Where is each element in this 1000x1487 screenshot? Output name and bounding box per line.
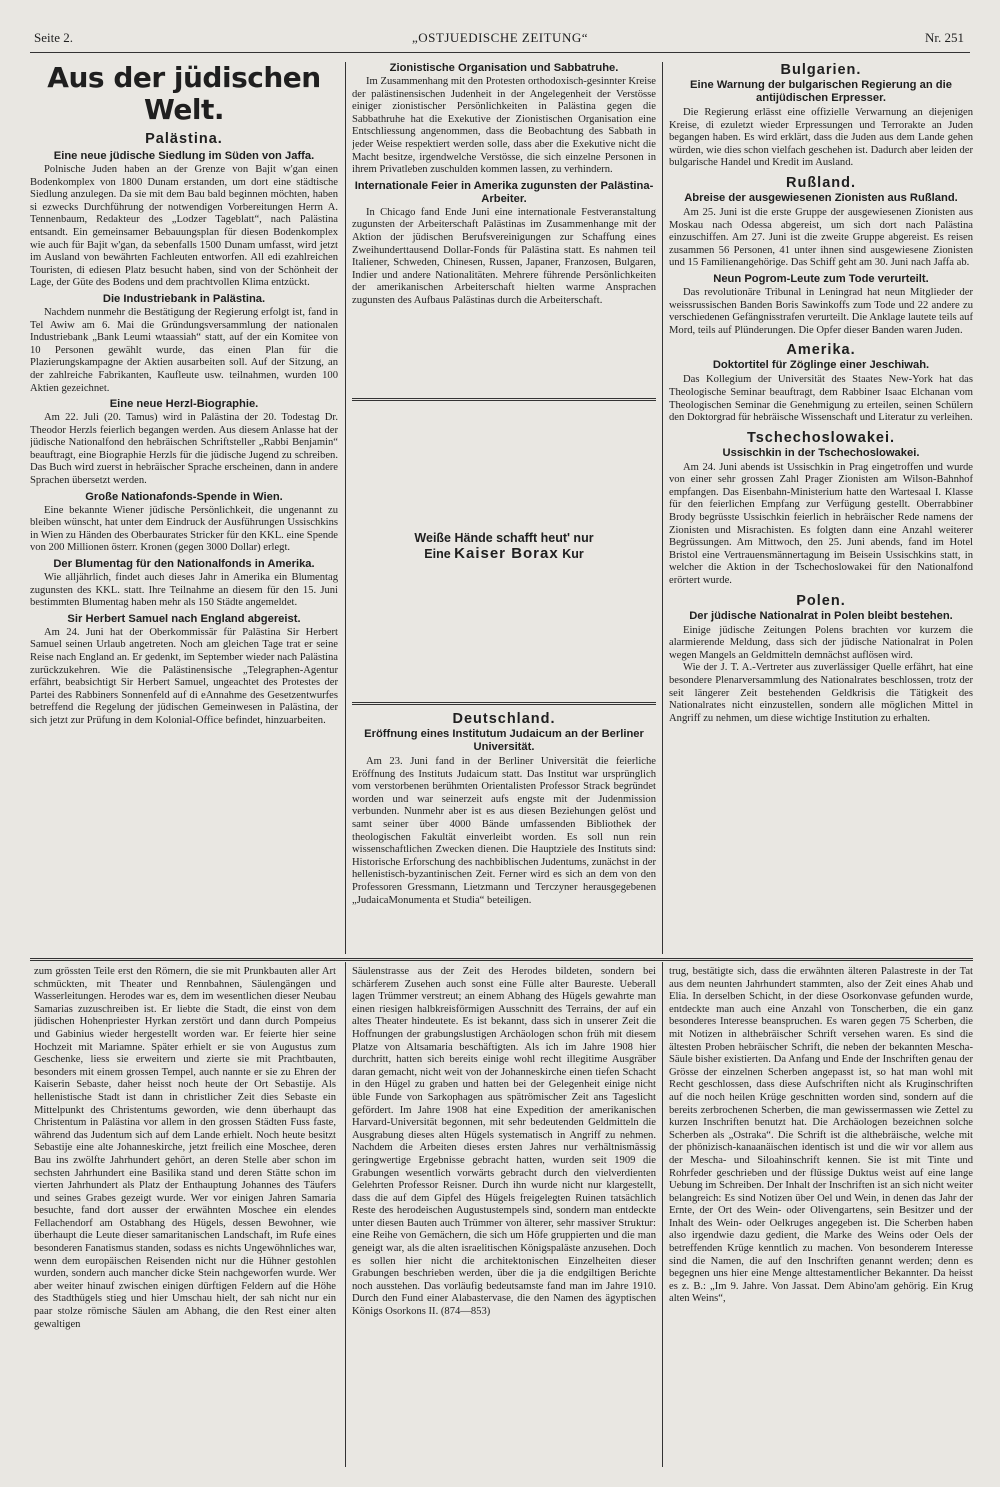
article-title: Ussischkin in der Tschechoslowakei. — [722, 446, 920, 459]
column-palestine — [30, 62, 338, 952]
article-title: Zionistische Organisation und Sabbatruhe. — [389, 62, 619, 74]
feuilleton-column-1 — [34, 966, 336, 1466]
section-heading: Polen. — [796, 592, 846, 609]
header-rule — [30, 52, 970, 53]
issue-number: Nr. 251 — [925, 30, 964, 45]
article-text: Am 24. Juni abends ist Ussischkin in Prag eingetroffen und wurde von einer sehr grossen Zahl Prager Zionisten am Wilson-Bahnhof empfangen. Das Eisenbahn-Ministerium hatte den Wartesaal I. Klasse für den feierlichen Empfang zur Verfügung gestellt. Oberrabbiner Brody begrüsste Ussischkin feierlich in hebräischer Rede namens der Zionisten und Misrachisten. Es folgten dann eine Anzahl weiterer Begrüssungen. Am Mittwoch, den 25. Juni abends, fand im Hotel Bristol eine Vertrauensmännertagung im Beisein Ussischkins statt, in welcher die Aktion in der Tschechoslowakei für den Nationalfond erörtert wurde. — [669, 461, 973, 587]
section-heading: Bulgarien. — [780, 62, 862, 78]
article-text: Polnische Juden haben an der Grenze von Bajit w'gan einen Bodenkomplex von 1800 Dunam erstanden, um dort eine städtische Siedlung anzulegen. Da sie mit dem Bau bald beginnen möchten, haben si ezwecks Durchführung der notwendigen Vorbereitungen Herrn A. Tennenbaum, Redakteur des „Lodzer Tageblatt“, nach Palästina entsandt. Ein gemeinsamer Bebauungsplan für diesen Bodenkomplex wie auch für Bajit w'gan, da sebenfalls 1500 Dunam umfasst, wird jetzt im Ausland von bewährten Fachleuten entworfen. All edi ezahlreichen Touristen, di ediesen Platz besucht haben, sind von der Schönheit der Lage, der Güte des Bodens und dem prachtvollen Klima entzückt. — [30, 164, 338, 289]
ad-text: Kur — [562, 547, 584, 561]
article-title: Abreise der ausgewiesenen Zionisten aus Rußland. — [684, 191, 958, 204]
feuilleton-column-3 — [669, 966, 973, 1466]
feuilleton-rule — [30, 958, 973, 961]
article-title: Sir Herbert Samuel nach England abgereist. — [67, 612, 301, 625]
section-heading: Tschechoslowakei. — [746, 429, 896, 446]
article-title: Eine Warnung der bulgarischen Regierung an die antijüdischen Erpresser. — [690, 79, 952, 104]
ad-brand: Kaiser Borax — [454, 545, 559, 562]
feuilleton-text: Säulenstrasse aus der Zeit des Herodes bildeten, sondern bei schärferem Zusehen auch sonst eine Fülle alter Baureste. Ueberall lagen Trümmer verstreut; an einem Abhang des Hügels gewahrte man einen riesigen halbkreisförmigen Ausschnitt des Terrains, der auf ein altes Theater hindeutete. Es ist bekannt, dass sich in unserer Zeit die Hoffnungen der grabungslustigen Archäologen schon früh mit diesem Platze von Altsamaria beschäftigten. Als ich im Jahre 1908 hier durchritt, hatten sich bereits einige wohl recht illegitime Ausgräber daran gemacht, nicht weit von der Johanneskirche einen tiefen Schacht in den Hügel zu graben und hatten bei der Gelegenheit einige nicht üble Funde von Sarkophagen aus spätrömischer Zeit ans Tageslicht gefördert. Im Jahre 1908 hat eine Expedition der amerikanischen Harvard-Universität begonnen, mit sehr bedeutenden Geldmitteln die Ausgrabung dieses alten Hügels systematisch in Angriff zu nehmen. Nachdem die Arbeiten dieses ersten Jahres nur verhältnismässig geringwertige Ergebnisse gebracht hatten, wurden seit 1909 die Grabungen wesentlich vorwärts gebracht durch den vielverdienten Gelehrten Professor Reisner. Durch ihn wurde nicht nur klargestellt, dass die auf dem Gipfel des Hügels freigelegten Ruinen tatsächlich Reste des herodeischen Augustustempels sind, sondern man entdeckte unter diesen Bauten auch Trümmer von älterer, sehr massiver Struktur: eine Reihe von Gemächern, die sich um Höfe gruppierten und die man geneigt war, als die alten israelitischen Königspaläste anzusehen. Doch es sollen hier nicht die architektonischen Einzelheiten dieser Grabungen beschrieben werden, über die ja die endgiltigen Berichte noch ausstehen. Das vorläufig bedeutsamste fand man im Jahre 1910. Durch den Fund einer Alabastervase, die den Namen des ägyptischen Königs Osorkons II. (874—853) — [352, 966, 656, 1318]
article-title: Eine neue jüdische Siedlung im Süden von Jaffa. — [53, 150, 315, 162]
article-title: Eine neue Herzl-Biographie. — [109, 398, 259, 411]
article-text: Am 23. Juni fand in der Berliner Universität die feierliche Eröffnung des Instituts Judaicum statt. Das Institut war ursprünglich vom verstorbenen berühmten Orientalisten Professor Strack begründet worden und war seinerzeit aufs engste mit der Judenmission verbunden. Nunmehr aber ist es aus diesen Beziehungen gelöst und samt seiner über 4000 Bände umfassenden Bibliothek der theologischen Fakultät einverleibt worden. Es soll nun rein wissenschaftlichen Zwecken dienen. Die Hauptziele des Instituts sind: Historische Erforschung des nachbiblischen Judentums, zunächst in der hellenistisch-byzantinischen Zeit. Ferner wird es sich an dem von den Professoren Gressmann, Lietzmann und Terczyner herausgegebenen „JudaicaMonumenta et Studia“ beteiligen. — [352, 756, 656, 906]
ad-rule-bottom — [352, 702, 656, 705]
article-text: Eine bekannte Wiener jüdische Persönlichkeit, die ungenannt zu bleiben wünscht, hat unter dem Eindruck der Ausführungen Ussischkins in Wien zu Händen des Oberbaurates Stricker für den KKL. eine Spende von 200 Millionen österr. Kronen (gegen 3000 Dollar) erlegt. — [30, 504, 338, 554]
column-zionism — [352, 62, 656, 394]
column-countries — [669, 62, 973, 952]
article-text: Nachdem nunmehr die Bestätigung der Regierung erfolgt ist, fand in Tel Awiw am 6. Mai die Gründungsversammlung der nationalen Industriebank „Bank Leumi wtaassiah“ statt, auf der ein Komitee von 10 Personen gewählt wurde, das einen Plan für die Plazierungskampagne der Aktien ausarbeiten soll. Auf der Sitzung, an der zahlreiche Fabrikanten, Kaufleute usw. teilnahmen, wurden 100 Aktien gezeichnet. — [30, 306, 338, 394]
column-germany — [352, 706, 656, 956]
feuilleton-text: trug, bestätigte sich, dass die erwähnten älteren Palastreste in der Tat aus dem neunten Jahrhundert stammten, also der Zeit eines Ahab und Elia. In derselben Schicht, in der diese Osorkonvase gefunden wurde, entdeckte man auch eine Anzahl von Tonscherben, die ein ganz besonderes Interesse beanspruchen. Es waren gegen 75 Scherben, die mit Notizen in althebräischer Schrift versehen waren. Es sind die ältesten Proben hebräischer Schrift, die neben der bekannten Mescha-Säule bisher existierten. Da Anfang und Ende der Inschriften genau der Grösse der einzelnen Scherben angepasst ist, so hat man wohl mit Recht geschlossen, dass diese Aufschriften nicht als Kruginschriften auf die noch heilen Krüge geschnitten worden sind, sondern auf die bereits zerbrochenen Scherben, die man gewissermassen wie Zettel zu kurzen Inschriften benutzt hat. Die Archäologen bezeichnen solche Scherben als „Ostraka“. Die Schrift ist die althebräische, welche mit der phönizisch-kanaanäischen identisch ist und die wir vor allem aus der Mescha- und Siloahinschrift kennen. Sie ist mit Tinte und Rohrfeder geschrieben und der flüssige Duktus weist auf eine lange Uebung im Schreiben. Der Inhalt der Inschriften ist an sich nicht weiter belangreich: Es sind Notizen über Oel und Wein, in denen das Jahr der Ernte, der Ort des Wein- oder Olivengartens, sein Besitzer und der Inhalt des Wein- oder Oelkruges angegeben ist. Die Scherben haben also irgendwie dazu gedient, die Marke des Weins oder Oels der betreffenden Krüge kenntlich zu machen. Von besonderem Interesse sind die Namen, die auf den Inschriften genannt werden; denn es begegnen uns hier eine Menge alttestamentlicher Bekannter. Da heisst es z. B.: „Im 9. Jahre. Von Jassat. Dem Abino'am gehörig. Ein Krug alten Weins“, — [669, 966, 973, 1305]
main-title: Aus der jüdischen Welt. — [47, 62, 321, 126]
advertisement — [352, 530, 656, 562]
article-title: Internationale Feier in Amerika zugunsten der Palästina-Arbeiter. — [354, 179, 654, 205]
article-title: Neun Pogrom-Leute zum Tode verurteilt. — [713, 272, 929, 285]
article-text: Einige jüdische Zeitungen Polens brachten vor kurzem die alarmierende Meldung, dass sich der jüdische Nationalrat in Polen wegen Mangels an Geldmitteln demnächst auflösen wird. — [669, 624, 973, 661]
section-heading: Rußland. — [785, 174, 857, 191]
article-text: Das revolutionäre Tribunal in Leningrad hat neun Mitglieder der weissrussischen Banden Boris Sawinkoffs zum Tode und 22 andere zu verschiedenen Gefängnisstrafen verurteilt. Die Anklage lautete teils auf Mord, teils auf Plünderungen. Die Opfer dieser Banden waren Juden. — [669, 286, 973, 336]
column-divider — [662, 62, 663, 954]
article-text: Wie der J. T. A.-Vertreter aus zuverlässiger Quelle erfährt, hat eine besondere Plenarversammlung des Nationalrates beschlossen, trotz der seit längerer Zeit bestehenden Geldkrisis die Tätigkeit des Nationalrates nicht einzustellen, sondern alle möglichen Mittel in Angriff zu nehmen, um diese wichtige Institution zu erhalten. — [669, 662, 973, 724]
page-number: Seite 2. — [34, 30, 73, 45]
section-heading: Deutschland. — [452, 711, 556, 727]
ad-line-2 — [352, 546, 656, 562]
feuilleton-column-2 — [352, 966, 656, 1466]
article-title: Der Blumentag für den Nationalfonds in Amerika. — [53, 558, 315, 571]
article-text: Am 22. Juli (20. Tamus) wird in Palästina der 20. Todestag Dr. Theodor Herzls feierlich begangen werden. Aus diesem Anlasse hat der jüdische Nationalfond den hebräischen Schriftsteller „Rabbi Benjamin“ beauftragt, eine Biographie Herzls für die jüdische Jugend zu schreiben. Das Buch wird zuerst in hebräischer Sprache erscheinen, dann in andere Sprachen übersetzt werden. — [30, 412, 338, 487]
article-title: Der jüdische Nationalrat in Polen bleibt bestehen. — [689, 609, 953, 622]
ad-rule-top — [352, 398, 656, 401]
column-divider — [662, 962, 663, 1467]
article-text: Das Kollegium der Universität des Staates New-York hat das Theologische Seminar beauftragt, dem Rabbiner Isaac Elchanan vom Theologischen Seminar die Genehmigung zu erteilen, seinen Schülern den Doktorgrad für hebräische Wissenschaft und Literatur zu verleihen. — [669, 374, 973, 424]
article-title: Große Nationafonds-Spende in Wien. — [85, 490, 283, 503]
column-divider — [345, 962, 346, 1467]
article-title: Die Industriebank in Palästina. — [102, 292, 266, 305]
section-heading: Palästina. — [145, 131, 223, 147]
article-text: Die Regierung erlässt eine offizielle Verwarnung an diejenigen Kreise, di ezuletzt wieder Erpressungen und Terrorakte an Juden begangen haben. Es wird erklärt, dass die Juden aus dem Lande gehen würden, wie dies schon vielfach geschehen ist. Dadurch aber leiden der bulgarische Handel und Kredit im Ausland. — [669, 107, 973, 169]
article-text: Am 25. Juni ist die erste Gruppe der ausgewiesenen Zionisten aus Moskau nach Odessa abgereist, um sich dort nach Palästina einzuschiffen. Am 27. Juni ist die zweite Gruppe abgereist. Es reisen zusammen 56 Personen, 41 unter ihnen sind ausgewiesene Zionisten und 15 Familienangehörige. Das Schiff geht am 30. Juni nach Jaffa ab. — [669, 206, 973, 269]
article-text: Am 24. Juni hat der Oberkommissär für Palästina Sir Herbert Samuel seinen Urlaub angetreten. Noch am gleichen Tage trat er seine Reise nach England an. Er gedenkt, im September wieder nach Palästina zurückzukehren. Wie die Palästinensische „Telegraphen-Agentur erfährt, beabsichtigt Sir Herbert Samuel, ungeachtet des Protestes der Partei des Rabbiners Sonnenfeld auf di eAnnahme des Gesetzentwurfes betreffend die Regelung der jüdischen Gemeinwesen in Palästina, der sich jetzt zur Prüfung in dem Kolonial-Office befindet, hinzuarbeiten. — [30, 626, 338, 726]
article-text: Wie alljährlich, findet auch dieses Jahr in Amerika ein Blumentag zugunsten des KKL. statt. Ihre Teilnahme an diesem für den 15. Juni bestimmten Blumentag haben mehr als 150 Städte angemeldet. — [30, 572, 338, 609]
article-text: Im Zusammenhang mit den Protesten orthodoxisch-gesinnter Kreise der palästinensischen Judenheit in der Angelegenheit der Verstösse einiger zionistischer Persönlichkeiten in Palästina gegen die Sabbathruhe hat die Exekutive der Zionistischen Organisation eine Entschliessung angenommen, dass die Beobachtung des Sabbath in jeder Weise respektiert werden solle, dass aber die Exekutive nicht die Macht besitze, irgendwelche Verstösse, die sich einzelne Personen in ihrem Privatleben zuschulden kommen lassen, zu verhindern. — [352, 76, 656, 176]
ad-line: Weiße Hände schafft heut' nur — [414, 531, 594, 545]
article-text: In Chicago fand Ende Juni eine internationale Festveranstaltung zugunsten der Arbeiterschaft Palästinas im Zusammenhange mit der Aktion der jüdischen Berufsvereinigungen zur Schaffung eines Zweihunderttausend Dollar-Fonds für Palästina statt. Es nahmen teil Italiener, Schweden, Chinesen, Russen, Japaner, Franzosen, Bulgaren, Indier und andere Nationalitäten. Mehrere führende Persönlichkeiten der amerikanischen Arbeiterschaft hielten warme Ansprachen zugunsten des Aufbaus Palästinas durch die Arbeiterschaft. — [352, 206, 656, 306]
ad-text: Eine — [424, 547, 451, 561]
feuilleton-text: zum grössten Teile erst den Römern, die sie mit Prunkbauten aller Art schmückten, mit Theater und Rennbahnen, Säulengängen und Wasserleitungen. Herodes war es, dem im wesentlichen dieser Neubau Samarias zuzuschreiben ist. Er liebte die Stadt, die einst von dem jüdischen Hohenpriester Hyrkan zerstört und dann durch Pompeius und Gabinius wieder hergestellt worden war. Er feierte hier seine Hochzeit mit Mariamne. Später erhielt er sie von Augustus zum Geschenke, liess sie erweitern und zierte sie mit Prachtbauten, besonders mit einem grossen Tempel, auch nannte er sie zu Ehren der Kaiserin Sebaste, daher heisst noch heute der Ort Sebastije. Als hellenistische Stadt ist dann in christlicher Zeit dies Sebaste ein Mittelpunkt des Christentums geworden, wie denn überhaupt das Christentum in Palästina vor allem in den grossen Städten Fuss faste, während das Judentum sich auf dem Lande erhielt. Noch heute besitzt Sebastije eine alte Johanneskirche, jetzt freilich eine Moschee, deren Bau ins zwölfte Jahrhundert gehört, an deren Stelle aber schon im sechsten Jahrhundert eine Basilika stand und deren Stätte schon im vierten Jahrhundert als Platz der Enthauptung Johannes des Täufers und seines Grabes gezeigt wurde. Wer vor einigen Jahren Samaria besuchte, fand dort ausser der erwähnten Moschee ein elendes Fellachendorf am Ostabhang des Hügels, dessen Bewohner, wie überhaupt die Leute dieser samaritanischen Landschaft, im Rufe eines besonderen Fanatismus standen, sodass es nichts Ungewöhnliches war, wenn dem europäischen Reisenden nicht nur die Hühner gestohlen wurden, sondern auch mancher dicke Stein nachgeworfen wurde. Wer aber weiter hinauf zwischen einigen dürftigen Feldern auf die Höhe des Stadthügels stieg und hier Umschau hielt, der sah nicht nur ein paar stolze römische Säulen am Abhang, die den Rest einer alten gewaltigen — [34, 966, 336, 1330]
article-title: Eröffnung eines Institutum Judaicum an der Berliner Universität. — [364, 728, 644, 753]
column-divider — [345, 62, 346, 954]
section-heading: Amerika. — [786, 342, 856, 359]
newspaper-title: „OSTJUEDISCHE ZEITUNG“ — [411, 30, 588, 45]
article-title: Doktortitel für Zöglinge einer Jeschiwah. — [712, 359, 930, 372]
